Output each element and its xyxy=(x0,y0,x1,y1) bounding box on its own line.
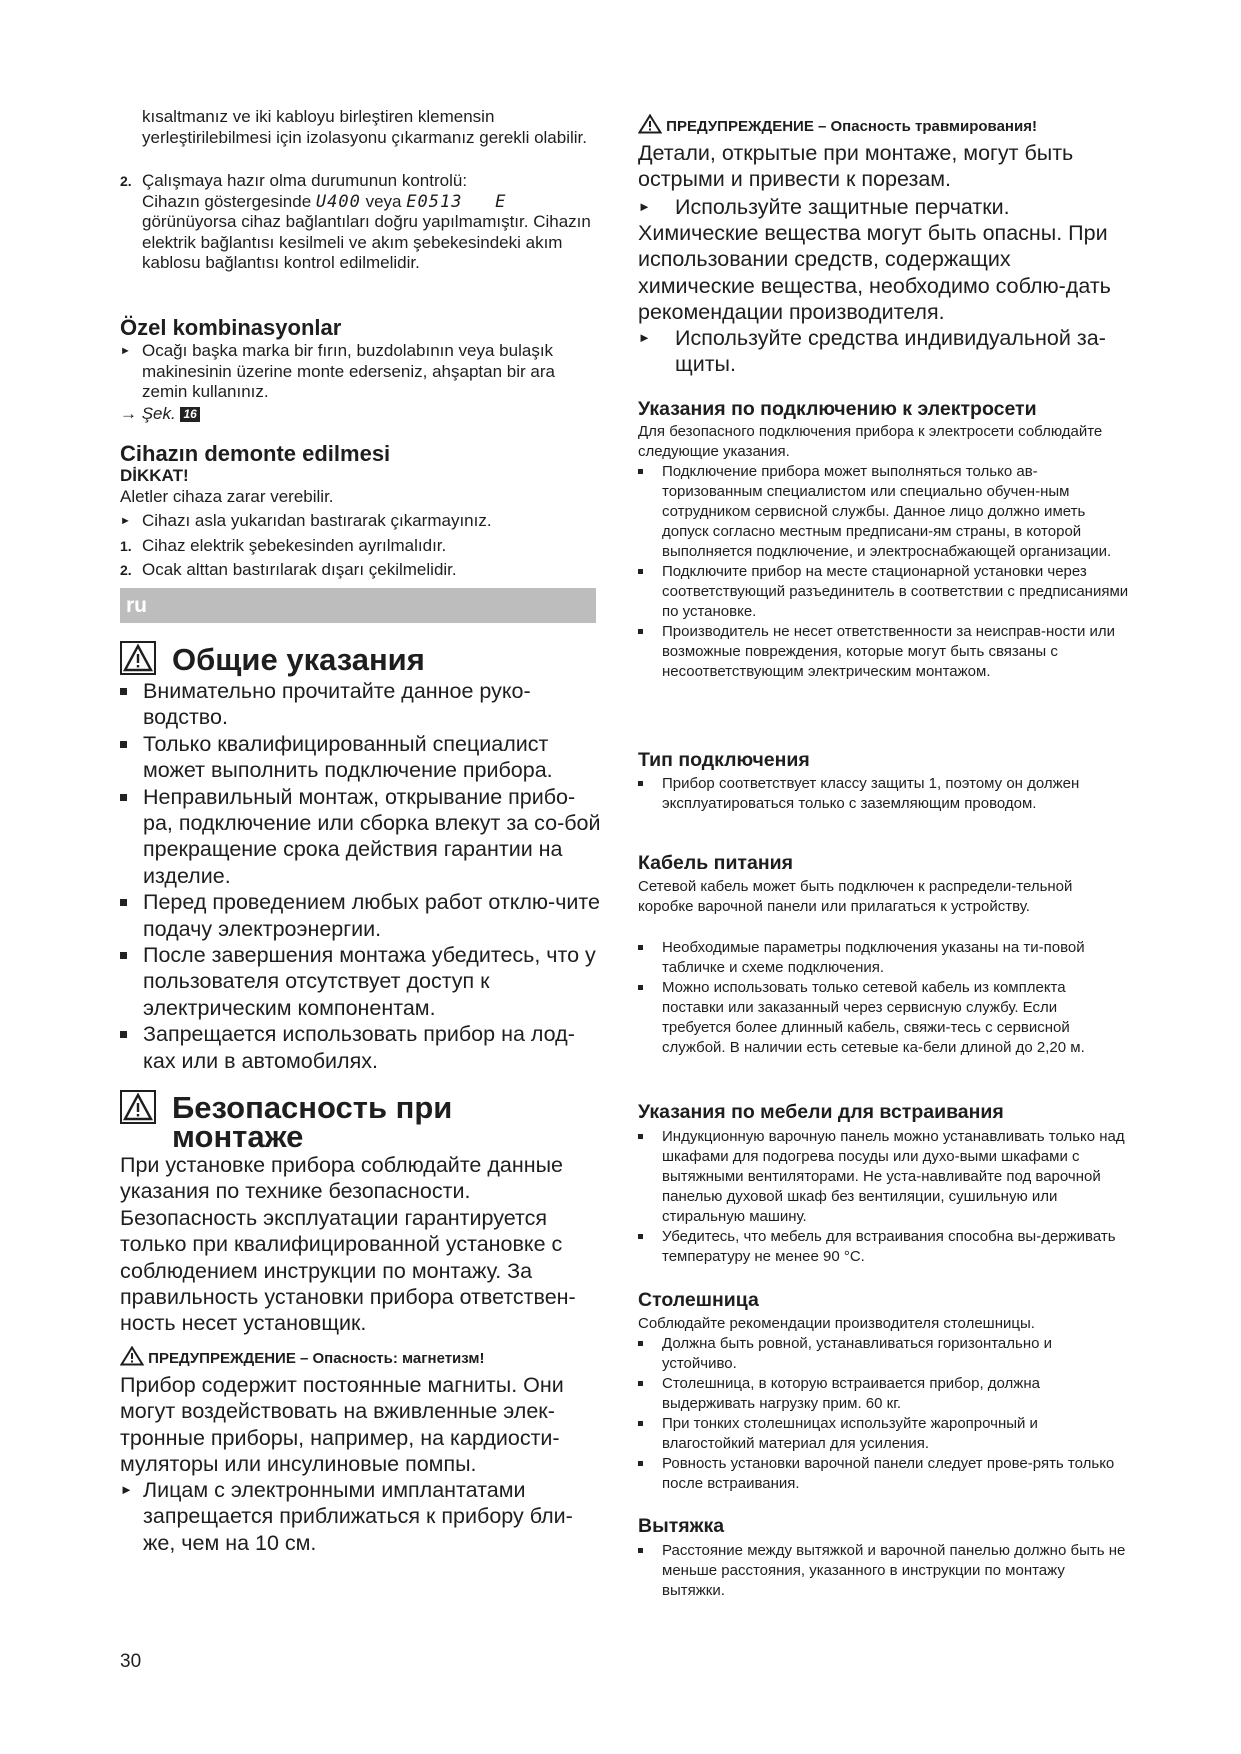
display-code-u400: U400 xyxy=(315,191,361,212)
magnet-paragraph: Прибор содержит постоянные магниты. Они могут воздействовать на вживленные элек-тронные приборы, например, на кардиости-муляторы или инсулиновые помпы. xyxy=(120,1373,564,1477)
list-item-text: Неправильный монтаж, открывание прибо-ра, подключение или сборка влекут за со-бой прекращение срока действия гарантии на изделие. xyxy=(143,784,601,888)
square-bullet-icon xyxy=(120,784,127,810)
list-item-text: Перед проведением любых работ отклю-чите подачу электроэнергии. xyxy=(143,890,600,941)
figure-reference xyxy=(120,404,602,425)
warning-label: ПРЕДУПРЕЖДЕНИЕ xyxy=(148,1350,296,1367)
step-2-rest: görünüyorsa cihaz bağlantıları doğru yapılmamıştır. Cihazın elektrik bağlantısı kesilmeli ve akım şebekesindeki akım kablosu bağlantısı kontrol edilmelidir. xyxy=(142,212,591,272)
list-item xyxy=(120,1021,602,1074)
list-item xyxy=(120,678,602,731)
list-item xyxy=(638,1541,1130,1601)
list-item-text: Индукционную варочную панель можно устанавливать только над шкафами для подогрева посуды или духо-выми шкафами с вытяжными вентиляторами. Не уста-навливайте под варочной панелью духовой шкаф без вентиляции, сушильную или стиральную машину. xyxy=(662,1128,1125,1225)
hood-list xyxy=(638,1541,1130,1601)
tr-step-2 xyxy=(120,171,602,274)
list-item xyxy=(638,1414,1130,1454)
list-item xyxy=(638,938,1130,978)
list-item-text: Убедитесь, что мебель для встраивания способна вы-держивать температуру не менее 90 °С. xyxy=(662,1228,1116,1265)
list-item-text: Запрещается использовать прибор на лод-ках или в автомобилях. xyxy=(143,1022,575,1073)
dikkat-label: DİKKAT! xyxy=(120,466,189,485)
demonte-step-2 xyxy=(120,560,602,581)
square-bullet-icon xyxy=(638,461,643,481)
square-bullet-icon xyxy=(120,1021,127,1047)
type-list xyxy=(638,774,1130,814)
magnet-item xyxy=(120,1477,602,1556)
warning-text: – Опасность травмирования! xyxy=(818,118,1037,135)
cihazi-text: Cihazı asla yukarıdan bastırarak çıkarmayınız. xyxy=(142,511,492,530)
arrow-bullet-icon: ► xyxy=(638,199,651,214)
square-bullet-icon xyxy=(120,942,127,968)
cable-list xyxy=(638,938,1130,1058)
list-item-text: Подключите прибор на месте стационарной установки через соответствующий разъединитель в соответствии с предписаниями по установке. xyxy=(662,563,1129,620)
step-number: 2. xyxy=(120,562,132,578)
display-code-e: E xyxy=(495,191,507,212)
figure-ref-label: → Şek. xyxy=(120,404,176,423)
warning-text: – Опасность: магнетизм! xyxy=(300,1350,485,1367)
magnet-item-text: Лицам с электронными имплантатами запрещается приближаться к прибору бли-же, чем на 10 см. xyxy=(143,1478,573,1555)
list-item xyxy=(638,562,1130,622)
general-title-text: Общие указания xyxy=(172,642,425,677)
figure-number-badge: 16 xyxy=(180,407,199,422)
step-number: 2. xyxy=(120,173,132,189)
square-bullet-icon xyxy=(638,937,643,957)
list-item-text: Можно использовать только сетевой кабель из комплекта поставки или заказанный через сервисную службу. Если требуется более длинный кабель, свяжи-тесь с сервисной службой. В наличии есть сетевые ка-бели длиной до 2,20 м. xyxy=(662,979,1085,1056)
square-bullet-icon xyxy=(120,731,127,757)
aletler-text: Aletler cihaza zarar verebilir. xyxy=(120,487,334,506)
list-item xyxy=(638,1374,1130,1414)
warning-triangle-icon xyxy=(120,1090,156,1124)
cable-intro: Сетевой кабель может быть подключен к распредели-тельной коробке варочной панели или прилагаться к устройству. xyxy=(638,878,1073,915)
language-code: ru xyxy=(126,594,147,617)
square-bullet-icon xyxy=(638,621,643,641)
safety-title xyxy=(120,1090,602,1154)
elec-title: Указания по подключению к электросети xyxy=(638,398,1037,420)
worktop-intro: Соблюдайте рекомендации производителя столешницы. xyxy=(638,1315,1035,1332)
square-bullet-icon xyxy=(638,561,643,581)
list-item xyxy=(638,1334,1130,1374)
ozel-text: Ocağı başka marka bir fırın, buzdolabının veya bulaşık makinesinin üzerine monte ederseniz, ahşaptan bir ara zemin kullanınız. xyxy=(142,341,555,401)
list-item-text: Ровность установки варочной панели следует прове-рять только после встраивания. xyxy=(662,1455,1115,1492)
step-2-heading: Çalışmaya hazır olma durumunun kontrolü: xyxy=(142,171,468,190)
sharp-parts-paragraph: Детали, открытые при монтаже, могут быть острыми и привести к порезам. xyxy=(638,141,1074,192)
list-item-text: Расстояние между вытяжкой и варочной панелью должно быть не меньше расстояния, указанного в инструкции по монтажу вытяжки. xyxy=(662,1542,1126,1599)
hood-title: Вытяжка xyxy=(638,1515,725,1537)
square-bullet-icon xyxy=(638,977,643,997)
safety-title-line-2: монтаже xyxy=(172,1119,304,1154)
list-item xyxy=(120,731,602,784)
list-item xyxy=(638,1127,1130,1227)
list-item-text: Должна быть ровной, устанавливаться горизонтально и устойчиво. xyxy=(662,1335,1053,1372)
cihazi-item xyxy=(120,511,602,532)
list-item-text: Внимательно прочитайте данное руко-водство. xyxy=(143,679,531,730)
worktop-list xyxy=(638,1334,1130,1494)
step-2-text-a: Cihazın göstergesinde xyxy=(142,191,312,211)
display-code-e0513: E0513 xyxy=(406,191,463,212)
list-item xyxy=(638,1227,1130,1267)
list-item-text: Подключение прибора может выполняться только ав-торизованным специалистом или специально обучен-ным сотрудником сервисной службы. Данное лицо должно иметь допуск согласно местным предписани-ям страны, в которой выполняется подключение, и электроснабжающей организации. xyxy=(662,463,1112,560)
step-2-display-line xyxy=(142,192,602,213)
page-number: 30 xyxy=(120,1651,142,1672)
general-list xyxy=(120,678,602,1074)
cable-title: Кабель питания xyxy=(638,852,793,874)
chemicals-paragraph: Химические вещества могут быть опасны. При использовании средств, содержащих химические вещества, необходимо соблю-дать рекомендации производителя. xyxy=(638,221,1111,325)
demonte-title: Cihazın demonte edilmesi xyxy=(120,441,391,466)
ppe-item xyxy=(638,325,1130,378)
injury-warning-line xyxy=(638,114,1130,137)
worktop-title: Столешница xyxy=(638,1289,759,1311)
square-bullet-icon xyxy=(120,889,127,915)
square-bullet-icon xyxy=(638,1413,643,1433)
square-bullet-icon xyxy=(638,1126,643,1146)
list-item-text: После завершения монтажа убедитесь, что у пользователя отсутствует доступ к электрическим компонентам. xyxy=(143,943,596,1020)
demonte-step-1 xyxy=(120,536,602,557)
list-item-text: Прибор соответствует классу защиты 1, поэтому он должен эксплуатироваться только с заземляющим проводом. xyxy=(662,775,1080,812)
warning-triangle-icon xyxy=(120,1346,144,1366)
arrow-bullet-icon: ► xyxy=(120,345,131,357)
square-bullet-icon xyxy=(638,1540,643,1560)
list-item-text: Производитель не несет ответственности за неисправ-ности или возможные повреждения, которые могут быть связаны с несоответствующим электрическим монтажом. xyxy=(662,623,1116,680)
warning-label: ПРЕДУПРЕЖДЕНИЕ xyxy=(666,118,814,135)
list-item xyxy=(120,889,602,942)
step-2b-text: Ocak alttan bastırılarak dışarı çekilmelidir. xyxy=(142,560,457,579)
furniture-list xyxy=(638,1127,1130,1267)
list-item xyxy=(638,462,1130,562)
square-bullet-icon xyxy=(638,1333,643,1353)
ozel-item xyxy=(120,341,602,403)
list-item xyxy=(638,622,1130,682)
list-item xyxy=(120,942,602,1021)
square-bullet-icon xyxy=(638,1453,643,1473)
type-title: Тип подключения xyxy=(638,749,810,771)
general-title xyxy=(120,642,602,677)
arrow-bullet-icon: ► xyxy=(120,515,131,527)
list-item-text: Необходимые параметры подключения указаны на ти-повой табличке и схеме подключения. xyxy=(662,939,1085,976)
step-2-text-b: veya xyxy=(365,191,402,211)
elec-list xyxy=(638,462,1130,682)
list-item-text: При тонких столешницах используйте жаропрочный и влагостойкий материал для усиления. xyxy=(662,1415,1038,1452)
arrow-bullet-icon: ► xyxy=(120,1482,133,1497)
tr-continuation-text: kısaltmanız ve iki kabloyu birleştiren klemensin yerleştirilebilmesi için izolasyonu çıkarmanız gerekli olabilir. xyxy=(142,107,587,147)
square-bullet-icon xyxy=(120,678,127,704)
list-item xyxy=(638,978,1130,1058)
gloves-item-text: Используйте защитные перчатки. xyxy=(675,195,1010,219)
ppe-item-text: Используйте средства индивидуальной за-щиты. xyxy=(675,326,1106,377)
furniture-title: Указания по мебели для встраивания xyxy=(638,1101,1004,1123)
warning-triangle-icon xyxy=(638,114,662,134)
elec-intro: Для безопасного подключения прибора к электросети соблюдайте следующие указания. xyxy=(638,423,1103,460)
step-1-text: Cihaz elektrik şebekesinden ayrılmalıdır. xyxy=(142,536,447,555)
step-number: 1. xyxy=(120,538,132,554)
square-bullet-icon xyxy=(638,1226,643,1246)
square-bullet-icon xyxy=(638,1373,643,1393)
safety-paragraph: При установке прибора соблюдайте данные указания по технике безопасности. Безопасность эксплуатации гарантируется только при квалифицированной установке с соблюдением инструкции по монтажу. За правильность установки прибора ответствен-ность несет установщик. xyxy=(120,1153,576,1336)
list-item xyxy=(638,1454,1130,1494)
gloves-item xyxy=(638,194,1130,220)
arrow-bullet-icon: ► xyxy=(638,330,651,345)
language-section-bar xyxy=(120,588,596,623)
safety-title-line-1: Безопасность при xyxy=(172,1090,453,1125)
ozel-title: Özel kombinasyonlar xyxy=(120,315,342,340)
list-item xyxy=(638,774,1130,814)
list-item-text: Только квалифицированный специалист может выполнить подключение прибора. xyxy=(143,731,553,783)
warning-triangle-icon xyxy=(120,641,156,675)
square-bullet-icon xyxy=(638,773,643,793)
list-item xyxy=(120,784,602,890)
list-item-text: Столешница, в которую встраивается прибор, должна выдерживать нагрузку прим. 60 кг. xyxy=(662,1375,1040,1412)
magnet-warning-line xyxy=(120,1346,602,1369)
